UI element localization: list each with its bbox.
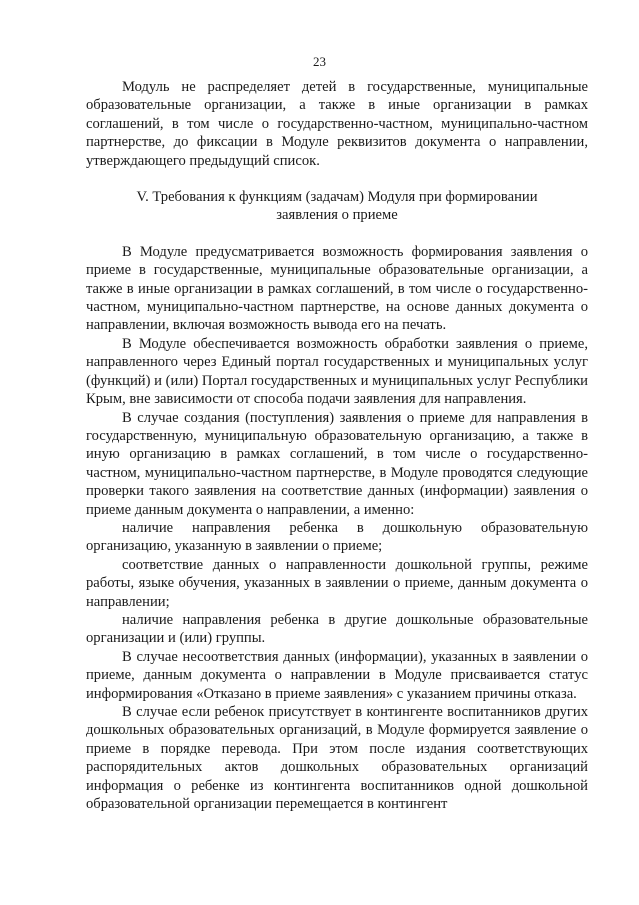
paragraph: В Модуле обеспечивается возможность обработки заявления о приеме, направленного через Единый портал государственных и муниципальных услуг (функций) и (или) Портал государственных и муниципальных услуг Республики Крым, вне зависимости от способа подачи заявления для направления. xyxy=(86,335,588,408)
list-item: соответствие данных о направленности дошкольной группы, режиме работы, языке обучения, указанных в заявлении о приеме, данным документа о направлении; xyxy=(86,556,588,610)
paragraph: В случае несоответствия данных (информации), указанных в заявлении о приеме, данным документа о направлении в Модуле присваивается статус информирования «Отказано в приеме заявления» с указанием причины отказа. xyxy=(86,648,588,702)
section-heading: V. Требования к функциям (задачам) Модуля при формировании заявления о приеме xyxy=(136,189,538,224)
document-body xyxy=(86,78,588,813)
paragraph: В случае если ребенок присутствует в контингенте воспитанников других дошкольных образовательных организаций, в Модуле формируется заявление о приеме в порядке перевода. При этом после издания соответствующих распорядительных актов дошкольных образовательных организаций информация о ребенке из контингента воспитанников одной дошкольной образовательной организации перемещается в контингент xyxy=(86,704,588,813)
paragraph: В Модуле предусматривается возможность формирования заявления о приеме в государственные, муниципальные образовательные организации, а также в иные организации в рамках соглашений, в том числе о государственно-частном, муниципально-частном партнерстве, на основе данных документа о направлении, включая возможность вывода его на печать. xyxy=(86,243,588,334)
list-item: наличие направления ребенка в другие дошкольные образовательные организации и (или) группы. xyxy=(86,611,588,647)
page-number: 23 xyxy=(313,54,326,69)
intro-paragraph: Модуль не распределяет детей в государственные, муниципальные образовательные организации, а также в иные организации в рамках соглашений, в том числе о государственно-частном, муниципально-частном партнерстве, до фиксации в Модуле реквизитов документа о направлении, утверждающего предыдущий список. xyxy=(86,79,588,169)
list-item: наличие направления ребенка в дошкольную образовательную организацию, указанную в заявлении о приеме; xyxy=(86,519,588,555)
paragraph: В случае создания (поступления) заявления о приеме для направления в государственную, муниципальную образовательную организацию, а также в иную организацию в рамках соглашений, в том числе о государственно-частном, муниципально-частном партнерстве, в Модуле проводятся следующие проверки такого заявления на соответствие данных (информации) заявления о приеме данным документа о направлении, а именно: xyxy=(86,409,588,518)
